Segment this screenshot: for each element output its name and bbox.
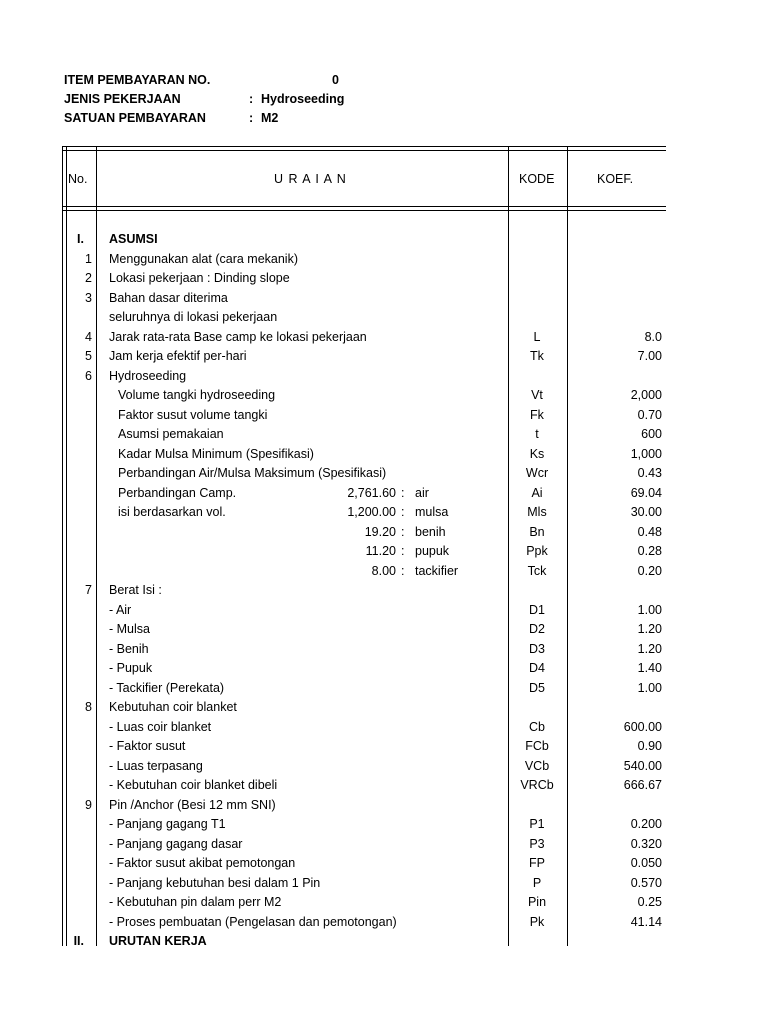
row-coefficient: 0.200 xyxy=(630,817,662,831)
row-ratio-separator: : xyxy=(401,485,405,500)
table-header-bottom-border xyxy=(62,206,666,207)
row-description: Kebutuhan coir blanket xyxy=(109,700,237,714)
row-coefficient: 1.00 xyxy=(637,602,662,617)
table-row xyxy=(62,932,666,952)
table-row xyxy=(62,542,666,562)
row-number: 8 xyxy=(85,700,92,714)
table-row xyxy=(62,659,666,679)
row-code: t xyxy=(535,427,539,441)
row-description: ASUMSI xyxy=(109,232,158,246)
row-coefficient: 0.70 xyxy=(637,407,662,422)
row-description: - Air xyxy=(109,602,132,617)
row-ratio-separator: : xyxy=(401,544,405,558)
row-code: D2 xyxy=(529,622,545,636)
row-code: D3 xyxy=(529,641,545,656)
table-row xyxy=(62,347,666,367)
item-label: ITEM PEMBAYARAN NO. xyxy=(64,73,211,87)
row-ratio-item: mulsa xyxy=(415,505,449,519)
row-description: seluruhnya di lokasi pekerjaan xyxy=(109,310,278,324)
row-description: - Panjang gagang dasar xyxy=(109,836,243,851)
table-row xyxy=(62,406,666,426)
row-coefficient: 666.67 xyxy=(623,778,662,792)
row-coefficient: 1,000 xyxy=(630,446,662,461)
table-row xyxy=(62,523,666,543)
row-number: 4 xyxy=(85,329,92,344)
row-coefficient: 1.20 xyxy=(637,622,662,636)
row-description: Bahan dasar diterima xyxy=(109,290,228,305)
row-code: FP xyxy=(529,856,545,870)
satuan-separator: : xyxy=(249,111,254,125)
row-number: 2 xyxy=(85,271,92,285)
row-coefficient: 8.0 xyxy=(644,329,662,344)
table-row xyxy=(62,679,666,699)
row-description: Jarak rata-rata Base camp ke lokasi pekerjaan xyxy=(109,329,367,344)
row-description: Hydroseeding xyxy=(109,368,187,383)
row-coefficient: 1.20 xyxy=(637,641,662,656)
row-description: Menggunakan alat (cara mekanik) xyxy=(109,251,298,266)
row-ratio-separator: : xyxy=(401,563,405,578)
table-row xyxy=(62,737,666,757)
row-code: Cb xyxy=(529,719,545,734)
jenis-separator: : xyxy=(249,92,254,106)
row-coefficient: 0.050 xyxy=(630,856,662,870)
item-value: 0 xyxy=(332,73,339,87)
row-code: Pk xyxy=(529,914,545,929)
row-description: - Tackifier (Perekata) xyxy=(109,680,225,695)
row-description: Faktor susut volume tangki xyxy=(118,407,268,422)
row-description: - Benih xyxy=(109,641,149,656)
row-code: D4 xyxy=(529,661,545,675)
row-coefficient: 0.43 xyxy=(637,466,662,480)
row-coefficient: 1.40 xyxy=(637,661,662,675)
table-row xyxy=(62,893,666,913)
row-code: D1 xyxy=(529,602,545,617)
table-row xyxy=(62,620,666,640)
row-ratio-value: 19.20 xyxy=(364,524,396,539)
row-code: Wcr xyxy=(525,466,549,480)
table-header-bottom-border-double xyxy=(62,210,666,211)
table-row xyxy=(62,308,666,328)
row-coefficient: 600.00 xyxy=(623,719,662,734)
table-row xyxy=(62,698,666,718)
row-ratio-value: 2,761.60 xyxy=(347,485,396,500)
row-number: 6 xyxy=(85,368,92,383)
row-number: 1 xyxy=(85,251,92,266)
row-ratio-item: air xyxy=(415,485,429,500)
table-row xyxy=(62,640,666,660)
row-description: - Faktor susut akibat pemotongan xyxy=(109,856,296,870)
row-coefficient: 7.00 xyxy=(637,349,662,363)
row-ratio-value: 8.00 xyxy=(371,563,396,578)
col-header-no: No. xyxy=(68,172,88,186)
row-code: Ppk xyxy=(526,544,548,558)
row-description: Jam kerja efektif per-hari xyxy=(109,349,247,363)
row-coefficient: 2,000 xyxy=(630,388,662,402)
row-code: L xyxy=(533,329,541,344)
row-description: Kadar Mulsa Minimum (Spesifikasi) xyxy=(118,446,314,461)
table-row xyxy=(62,269,666,289)
row-description: - Luas terpasang xyxy=(109,758,203,773)
row-coefficient: 0.48 xyxy=(637,524,662,539)
col-header-uraian: U R A I A N xyxy=(274,172,347,186)
row-description: Volume tangki hydroseeding xyxy=(118,388,276,402)
row-coefficient: 540.00 xyxy=(623,758,662,773)
row-description: - Proses pembuatan (Pengelasan dan pemotongan) xyxy=(109,914,397,929)
row-code: P xyxy=(532,875,542,890)
table-row xyxy=(62,367,666,387)
row-code: FCb xyxy=(525,739,549,753)
row-number: 9 xyxy=(85,797,92,812)
row-coefficient: 0.570 xyxy=(630,875,662,890)
row-number: 3 xyxy=(85,290,92,305)
row-description: Asumsi pemakaian xyxy=(118,427,224,441)
jenis-label: JENIS PEKERJAAN xyxy=(64,92,181,106)
table-row xyxy=(62,484,666,504)
row-ratio-item: tackifier xyxy=(415,563,459,578)
table-row xyxy=(62,328,666,348)
row-code: Bn xyxy=(529,524,545,539)
table-row xyxy=(62,601,666,621)
row-description: URUTAN KERJA xyxy=(109,934,207,948)
jenis-value: Hydroseeding xyxy=(261,92,345,106)
row-code: VRCb xyxy=(520,778,554,792)
row-number: II. xyxy=(73,934,84,948)
table-row xyxy=(62,289,666,309)
row-description: Perbandingan Camp. xyxy=(118,485,237,500)
table-top-border-double xyxy=(62,150,666,151)
row-code: Vt xyxy=(531,388,543,402)
row-coefficient: 1.00 xyxy=(637,680,662,695)
row-description: - Panjang kebutuhan besi dalam 1 Pin xyxy=(109,875,321,890)
row-code: Fk xyxy=(530,407,544,422)
row-code: D5 xyxy=(529,680,545,695)
row-description: - Kebutuhan pin dalam perr M2 xyxy=(109,895,282,909)
satuan-label: SATUAN PEMBAYARAN xyxy=(64,111,206,125)
satuan-value: M2 xyxy=(261,111,279,125)
row-description: Lokasi pekerjaan : Dinding slope xyxy=(109,271,290,285)
col-header-koef: KOEF. xyxy=(597,172,634,186)
table-row xyxy=(62,815,666,835)
row-ratio-item: pupuk xyxy=(415,544,450,558)
row-ratio-value: 1,200.00 xyxy=(347,505,396,519)
table-row xyxy=(62,718,666,738)
row-ratio-separator: : xyxy=(401,505,405,519)
table-row xyxy=(62,386,666,406)
table-row xyxy=(62,913,666,933)
row-number: 7 xyxy=(85,583,92,597)
row-code: VCb xyxy=(524,758,550,773)
row-description: - Kebutuhan coir blanket dibeli xyxy=(109,778,278,792)
row-description: - Luas coir blanket xyxy=(109,719,212,734)
row-coefficient: 0.320 xyxy=(630,836,662,851)
table-row xyxy=(62,776,666,796)
row-ratio-item: benih xyxy=(415,524,446,539)
table-row xyxy=(62,757,666,777)
row-coefficient: 30.00 xyxy=(630,505,662,519)
table-row xyxy=(62,562,666,582)
row-coefficient: 600 xyxy=(641,427,662,441)
row-description: Perbandingan Air/Mulsa Maksimum (Spesifikasi) xyxy=(118,466,387,480)
table-row xyxy=(62,874,666,894)
row-ratio-value: 11.20 xyxy=(365,544,396,558)
table-row xyxy=(62,796,666,816)
row-code: Tk xyxy=(530,349,544,363)
row-code: P1 xyxy=(529,817,545,831)
row-coefficient: 41.14 xyxy=(630,914,662,929)
row-description: isi berdasarkan vol. xyxy=(118,505,226,519)
row-number: 5 xyxy=(85,349,92,363)
table-top-border xyxy=(62,146,666,147)
row-ratio-separator: : xyxy=(401,524,405,539)
row-coefficient: 0.25 xyxy=(637,895,662,909)
row-code: Pin xyxy=(527,895,547,909)
row-coefficient: 69.04 xyxy=(630,485,662,500)
col-header-kode: KODE xyxy=(519,172,555,186)
row-description: Berat Isi : xyxy=(109,583,162,597)
table-row xyxy=(62,464,666,484)
row-description: - Faktor susut xyxy=(109,739,186,753)
row-code: Tck xyxy=(527,563,547,578)
table-row xyxy=(62,230,666,250)
row-coefficient: 0.28 xyxy=(637,544,662,558)
row-code: P3 xyxy=(529,836,545,851)
table-row xyxy=(62,250,666,270)
row-code: Ks xyxy=(529,446,545,461)
table-row xyxy=(62,581,666,601)
table-row xyxy=(62,835,666,855)
table-row xyxy=(62,425,666,445)
table-row xyxy=(62,854,666,874)
row-code: Ai xyxy=(531,485,543,500)
row-coefficient: 0.90 xyxy=(637,739,662,753)
row-description: Pin /Anchor (Besi 12 mm SNI) xyxy=(109,797,276,812)
table-row xyxy=(62,445,666,465)
table-row xyxy=(62,503,666,523)
row-description: - Panjang gagang T1 xyxy=(109,817,226,831)
row-description: - Mulsa xyxy=(109,622,150,636)
row-description: - Pupuk xyxy=(109,661,153,675)
row-coefficient: 0.20 xyxy=(637,563,662,578)
row-code: Mls xyxy=(527,505,547,519)
row-number: I. xyxy=(77,232,84,246)
